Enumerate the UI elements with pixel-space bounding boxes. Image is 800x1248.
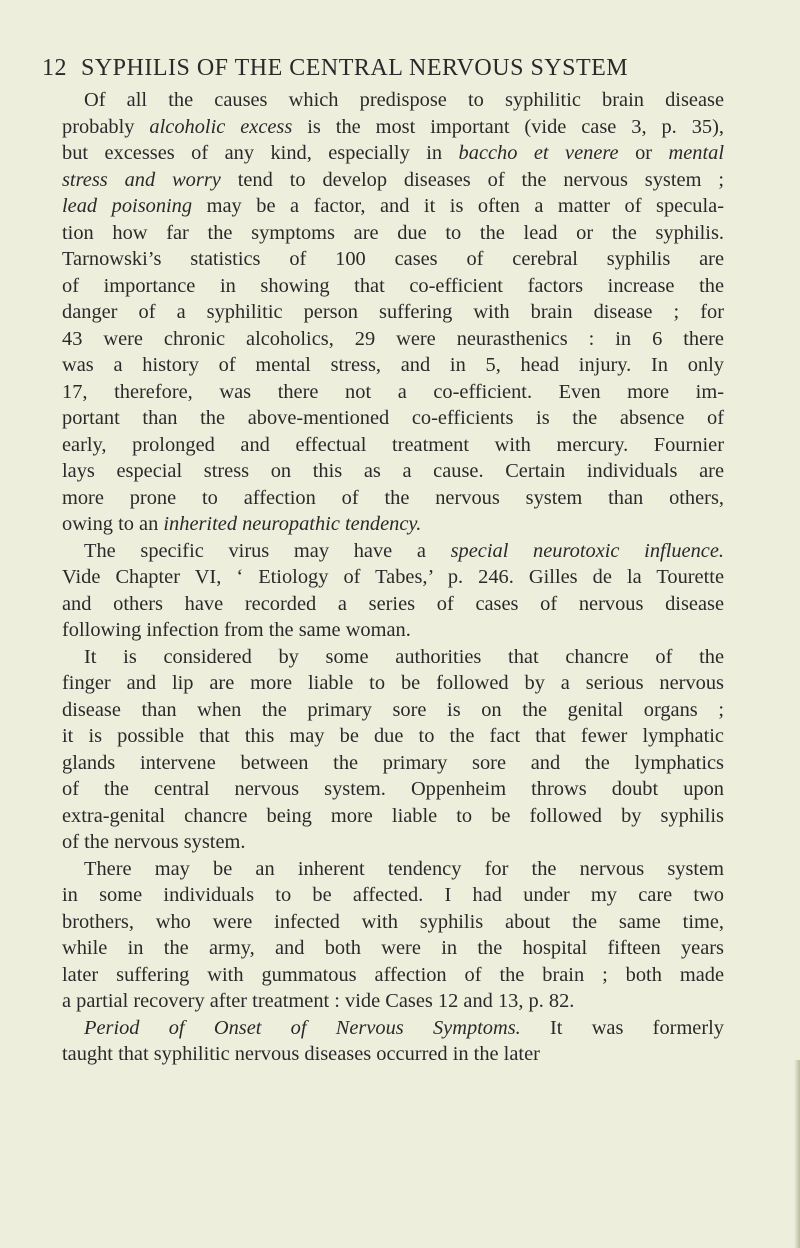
text-run: of importance in showing that co-efficient factors increase the <box>62 274 724 297</box>
text-run: following infection from the same woman. <box>62 619 411 641</box>
text-line <box>62 591 724 618</box>
text-line <box>62 458 724 485</box>
italic-run: special neurotoxic influence. <box>450 539 724 562</box>
text-line <box>62 962 724 989</box>
text-line <box>62 485 724 512</box>
italic-run: inherited neuropathic tendency. <box>163 513 422 535</box>
text-line <box>62 299 724 326</box>
text-run: extra-genital chancre being more liable to be followed by syphilis <box>62 804 724 827</box>
text-run: more prone to affection of the nervous system than others, <box>62 486 724 509</box>
text-line <box>62 432 724 459</box>
text-line <box>62 273 724 300</box>
text-run: was a history of mental stress, and in 5, head injury. In only <box>62 354 724 376</box>
text-run: finger and lip are more liable to be followed by a serious nervous <box>62 672 724 694</box>
text-run: portant than the above-mentioned co-efficients is the absence of <box>62 407 724 429</box>
text-run: but excesses of any kind, especially in <box>62 142 459 164</box>
italic-run: lead poisoning <box>62 195 193 217</box>
text-line <box>62 776 724 803</box>
text-line <box>62 803 724 830</box>
text-run: lays especial stress on this as a cause. Certain individuals are <box>62 460 724 482</box>
text-line <box>62 935 724 962</box>
text-line <box>62 988 724 1015</box>
text-line <box>62 114 724 141</box>
text-run: disease than when the primary sore is on the genital organs ; <box>62 698 724 721</box>
text-run: It was formerly <box>520 1016 725 1039</box>
text-run: early, prolonged and effectual treatment with mercury. Fournier <box>62 433 724 456</box>
text-run: tend to develop diseases of the nervous system ; <box>220 168 724 191</box>
text-run: taught that syphilitic nervous diseases occurred in the later <box>62 1043 540 1065</box>
text-run: There may be an inherent tendency for the nervous system <box>84 857 724 880</box>
text-run: 17, therefore, was there not a co-efficient. Even more im- <box>62 380 724 403</box>
text-run: while in the army, and both were in the hospital fifteen years <box>62 937 724 959</box>
text-run: 43 were chronic alcoholics, 29 were neurasthenics : in 6 there <box>62 327 724 350</box>
text-run: and others have recorded a series of cases of nervous disease <box>62 592 724 615</box>
text-line <box>62 87 724 114</box>
text-line <box>62 670 724 697</box>
text-line <box>62 193 724 220</box>
text-line <box>62 140 724 167</box>
text-line <box>62 697 724 724</box>
page-number: 12 <box>42 55 67 81</box>
text-line <box>62 246 724 273</box>
text-run: glands intervene between the primary sore and the lymphatics <box>62 751 724 774</box>
text-line <box>62 538 724 565</box>
text-line <box>62 1041 724 1068</box>
text-run: it is possible that this may be due to the fact that fewer lymphatic <box>62 725 724 747</box>
text-line <box>62 644 724 671</box>
text-line <box>62 352 724 379</box>
text-line <box>62 405 724 432</box>
text-run: probably <box>62 115 150 138</box>
text-line <box>62 829 724 856</box>
text-run: or <box>618 142 669 164</box>
text-line <box>62 723 724 750</box>
body-text <box>62 87 724 1068</box>
text-run: of the central nervous system. Oppenheim throws doubt upon <box>62 778 724 800</box>
text-run: is the most important (vide case 3, p. 35), <box>292 115 724 138</box>
italic-run: baccho et venere <box>458 142 619 164</box>
italic-run: alcoholic excess <box>149 115 293 138</box>
text-line <box>62 379 724 406</box>
running-title: SYPHILIS OF THE CENTRAL NERVOUS SYSTEM <box>81 55 629 81</box>
text-run: Vide Chapter VI, ‘ Etiology of Tabes,’ p. 246. Gilles de la Tourette <box>62 566 724 588</box>
running-header <box>42 55 742 82</box>
text-run: tion how far the symptoms are due to the lead or the syphilis. <box>62 221 724 244</box>
text-run: It is considered by some authorities that chancre of the <box>84 645 724 668</box>
text-line <box>62 511 724 538</box>
text-run: in some individuals to be affected. I had under my care two <box>62 884 724 906</box>
italic-run: stress and worry <box>62 168 221 191</box>
page-edge-shadow <box>794 1060 800 1248</box>
text-line <box>62 909 724 936</box>
text-line <box>62 220 724 247</box>
text-line <box>62 1015 724 1042</box>
text-line <box>62 617 724 644</box>
text-run: later suffering with gummatous affection of the brain ; both made <box>62 963 724 986</box>
italic-run: Period of Onset of Nervous Symptoms. <box>84 1016 521 1039</box>
italic-run: mental <box>668 142 725 164</box>
text-line <box>62 564 724 591</box>
text-line <box>62 167 724 194</box>
text-run: Of all the causes which predispose to syphilitic brain disease <box>84 89 724 111</box>
text-run: a partial recovery after treatment : vide Cases 12 and 13, p. 82. <box>62 990 575 1012</box>
text-run: brothers, who were infected with syphilis about the same time, <box>62 910 724 933</box>
text-run: danger of a syphilitic person suffering with brain disease ; for <box>62 301 724 323</box>
text-line <box>62 856 724 883</box>
text-line <box>62 882 724 909</box>
text-run: The specific virus may have a <box>84 539 451 562</box>
text-run: may be a factor, and it is often a matter of specula- <box>192 195 724 217</box>
text-run: Tarnowski’s statistics of 100 cases of cerebral syphilis are <box>62 248 724 270</box>
text-line <box>62 326 724 353</box>
text-run: of the nervous system. <box>62 831 246 853</box>
text-line <box>62 750 724 777</box>
text-run: owing to an <box>62 513 164 535</box>
